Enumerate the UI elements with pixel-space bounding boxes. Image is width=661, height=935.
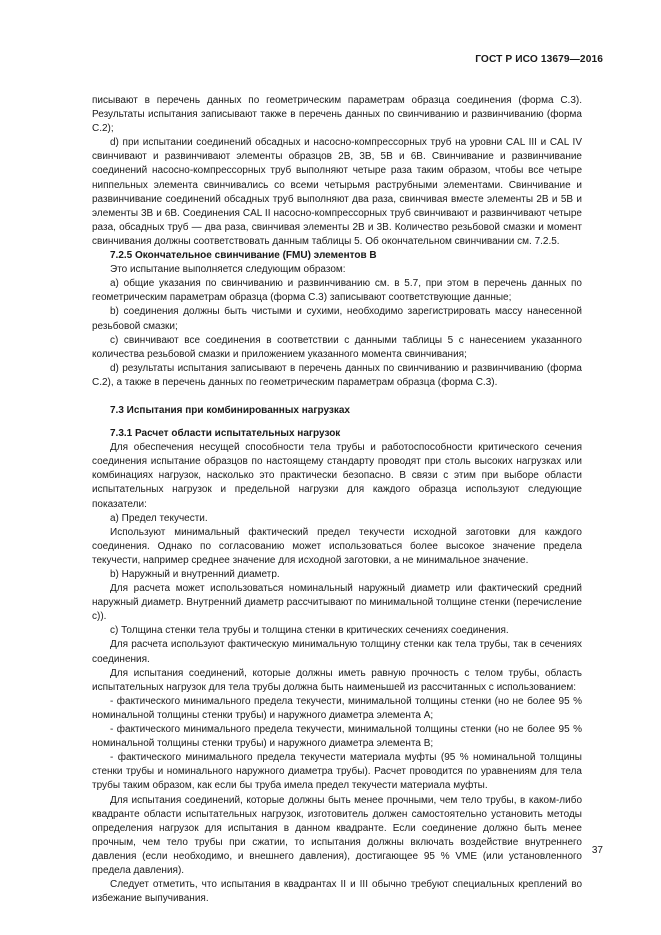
list-item: d) при испытании соединений обсадных и насосно-компрессорных труб на уровни CAL III и CAL IV свинчивают и развинчивают элементы образцов 2B, 3B, 5B и 6B. Свинчивание и развинчивание соединений насосно-компрессорных труб выполняют четыре раза таким образом, чтобы все четыре ниппельных элемента свинчивались со всеми четырьмя раструбными элементами. Свинчивание и развинчивание соединений обсадных труб выполняют два раза, свинчивая вместе элементы 2B и 5B и элементы 3B и 6B. Соединения CAL II насосно-компрессорных труб свинчивают и развинчивают четыре раза, обсадных труб — два раза, свинчивая элементы 2B и 3B. Количество резьбовой смазки и момент свинчивания должны соответствовать данным таблицы 5. Об окончательном свинчивании см. 7.2.5. <box>92 137 582 247</box>
list-item: d) результаты испытания записывают в перечень данных по свинчиванию и развинчиванию (форма C.2), а также в перечень данных по геометрическим параметрам образца (форма C.3). <box>92 362 582 388</box>
list-item: c) Толщина стенки тела трубы и толщина стенки в критических сечениях соединения. <box>110 625 509 637</box>
list-item: b) соединения должны быть чистыми и сухими, необходимо зарегистрировать массу нанесенной резьбовой смазки; <box>92 306 582 332</box>
subsection-heading: 7.3.1 Расчет области испытательных нагрузок <box>110 428 341 440</box>
paragraph: Для расчета используют фактическую минимальную толщину стенки как тела трубы, так в сечениях соединения. <box>92 639 582 665</box>
page-number: 37 <box>591 845 603 856</box>
list-item: c) свинчивают все соединения в соответствии с данными таблицы 5 с нанесением указанного количества резьбовой смазки и приложением указанного момента свинчивания; <box>92 334 582 360</box>
paragraph: писывают в перечень данных по геометрическим параметрам образца соединения (форма C.3). Результаты испытания записывают также в перечень данных по свинчиванию и развинчиванию (форма C.2); <box>92 95 582 135</box>
paragraph: Для испытания соединений, которые должны быть менее прочными, чем тело трубы, в каком-либо квадранте области испытательных нагрузок, изготовитель должен самостоятельно установить методы определения нагрузок для испытания в данном квадранте. Если соединение должно быть менее прочным, чем тело трубы при сжатии, то испытания должны включать воздействие внутреннего давления (если необходимо, и внешнего давления), достигающее 95 % VME (или установленного предела давления). <box>92 794 582 876</box>
list-item: b) Наружный и внутренний диаметр. <box>110 569 280 580</box>
document-body <box>92 94 582 906</box>
paragraph: Это испытание выполняется следующим образом: <box>110 264 346 276</box>
paragraph: Следует отметить, что испытания в квадрантах II и III обычно требуют специальных креплений во избежание выпучивания. <box>92 879 582 905</box>
list-item: a) общие указания по свинчиванию и развинчиванию см. в 5.7, при этом в перечень данных по геометрическим параметрам образца (форма C.3) записывают соответствующие данные; <box>92 278 582 304</box>
list-item: a) Предел текучести. <box>110 512 208 524</box>
section-heading: 7.2.5 Окончательное свинчивание (FMU) элементов B <box>110 250 377 262</box>
list-item: - фактического минимального предела текучести, минимальной толщины стенки (но не более 95 % номинальной толщины стенки трубы) и наружного диаметра элемента B; <box>92 724 582 750</box>
paragraph: Для обеспечения несущей способности тела трубы и работоспособности критического сечения соединения испытание образцов по настоящему стандарту проводят при столь высоких нагрузках или комбинациях нагрузок, насколько это практически безопасно. В связи с этим при выборе области испытательных нагрузок и предельной нагрузки для каждого образца используют следующие показатели: <box>92 442 582 510</box>
paragraph: Для испытания соединений, которые должны иметь равную прочность с телом трубы, область испытательных нагрузок для тела трубы должна быть наименьшей из рассчитанных с использованием: <box>92 667 582 693</box>
paragraph: Используют минимальный фактический предел текучести исходной заготовки для каждого соединения. Однако по согласованию может использоваться более высокое значение предела текучести, например среднее значение для исходной заготовки, а не минимальное значение. <box>92 526 582 566</box>
list-item: - фактического минимального предела текучести материала муфты (95 % номинальной толщины стенки трубы и номинального наружного диаметра трубы). Расчет проводится по уравнениям для тела трубы таким образом, как если бы труба имела предел текучести материала муфты. <box>92 752 582 792</box>
list-item: - фактического минимального предела текучести, минимальной толщины стенки (но не более 95 % номинальной толщины стенки трубы) и наружного диаметра элемента A; <box>92 695 582 721</box>
document-header: ГОСТ Р ИСО 13679—2016 <box>475 54 603 65</box>
paragraph: Для расчета может использоваться номинальный наружный диаметр или фактический средний наружный диаметр. Внутренний диаметр рассчитывают по минимальной толщине стенки (перечисление c)). <box>92 583 582 623</box>
section-heading: 7.3 Испытания при комбинированных нагрузках <box>110 404 350 416</box>
